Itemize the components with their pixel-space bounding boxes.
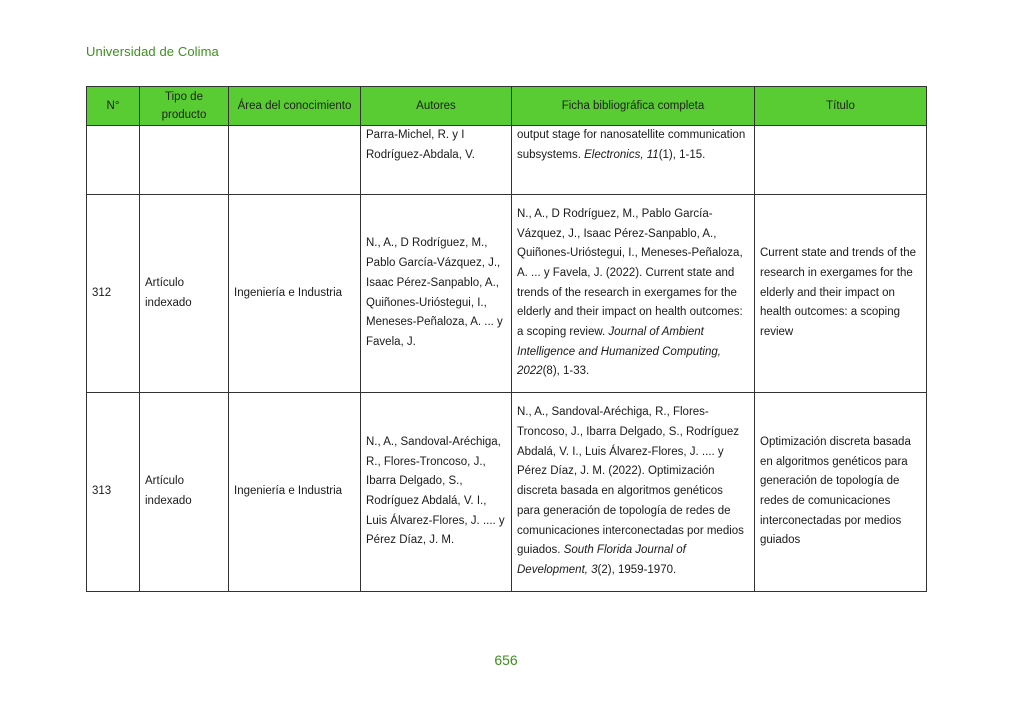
table-row-continuation: [87, 126, 927, 195]
ficha-tail: (8), 1-33.: [542, 365, 590, 378]
header-autores: Autores: [361, 87, 512, 126]
ficha-journal: Electronics, 11: [584, 148, 659, 161]
ficha-text: output stage for nanosatellite communication subsystems.: [517, 129, 746, 161]
bibliography-table: [86, 86, 927, 592]
header-num: N°: [87, 87, 140, 126]
cell-ficha: [512, 126, 755, 195]
cell-area: Ingeniería e Industria: [229, 195, 361, 393]
ficha-tail: (2), 1959-1970.: [597, 563, 677, 576]
cell-titulo: Optimización discreta basada en algoritmos genéticos para generación de topología de redes de comunicaciones interconectadas por medios guiados: [755, 393, 927, 592]
ficha-journal: South Florida Journal of Development, 3: [517, 544, 686, 576]
header-titulo: Título: [755, 87, 927, 126]
table-row: [87, 195, 927, 393]
header-ficha: Ficha bibliográfica completa: [512, 87, 755, 126]
cell-autores: N., A., D Rodríguez, M., Pablo García-Vázquez, J., Isaac Pérez-Sanpablo, A., Quiñones-Urióstegui, I., Meneses-Peñaloza, A. ... y Favela, J.: [361, 195, 512, 393]
ficha-text: N., A., Sandoval-Aréchiga, R., Flores-Troncoso, J., Ibarra Delgado, S., Rodríguez Abdalá, V. I., Luis Álvarez-Flores, J. .... y Pérez Díaz, J. M. (2022). Optimización discreta basada en algoritmos genéticos para generación de topología de redes de comunicaciones interconectadas por medios guiados.: [517, 406, 744, 557]
cell-num: 313: [87, 393, 140, 592]
table-header-row: [87, 87, 927, 126]
cell-area: Ingeniería e Industria: [229, 393, 361, 592]
page-number: 656: [494, 652, 518, 668]
cell-num: 312: [87, 195, 140, 393]
ficha-tail: (1), 1-15.: [658, 148, 706, 161]
cell-num: [87, 126, 140, 195]
cell-area: [229, 126, 361, 195]
table-row: [87, 393, 927, 592]
document-header-title: Universidad de Colima: [86, 44, 219, 59]
header-area: Área del conocimiento: [229, 87, 361, 126]
ficha-journal: Journal of Ambient Intelligence and Humanized Computing, 2022: [517, 326, 721, 378]
ficha-text: N., A., D Rodríguez, M., Pablo García-Vázquez, J., Isaac Pérez-Sanpablo, A., Quiñones-Urióstegui, I., Meneses-Peñaloza, A. ... y Favela, J. (2022). Current state and trends of the research in exergames for the elderly and their impact on health outcomes: a scoping review.: [517, 207, 743, 339]
cell-tipo: [140, 126, 229, 195]
cell-titulo: Current state and trends of the research in exergames for the elderly and their impact on health outcomes: a scoping review: [755, 195, 927, 393]
cell-tipo: Artículo indexado: [140, 393, 229, 592]
cell-tipo: Artículo indexado: [140, 195, 229, 393]
cell-autores: N., A., Sandoval-Aréchiga, R., Flores-Troncoso, J., Ibarra Delgado, S., Rodríguez Abdalá, V. I., Luis Álvarez-Flores, J. .... y Pérez Díaz, J. M.: [361, 393, 512, 592]
header-tipo: Tipo de producto: [140, 87, 229, 126]
cell-titulo: [755, 126, 927, 195]
cell-autores: Parra-Michel, R. y I Rodríguez-Abdala, V.: [361, 126, 512, 195]
cell-ficha: [512, 393, 755, 592]
cell-ficha: [512, 195, 755, 393]
